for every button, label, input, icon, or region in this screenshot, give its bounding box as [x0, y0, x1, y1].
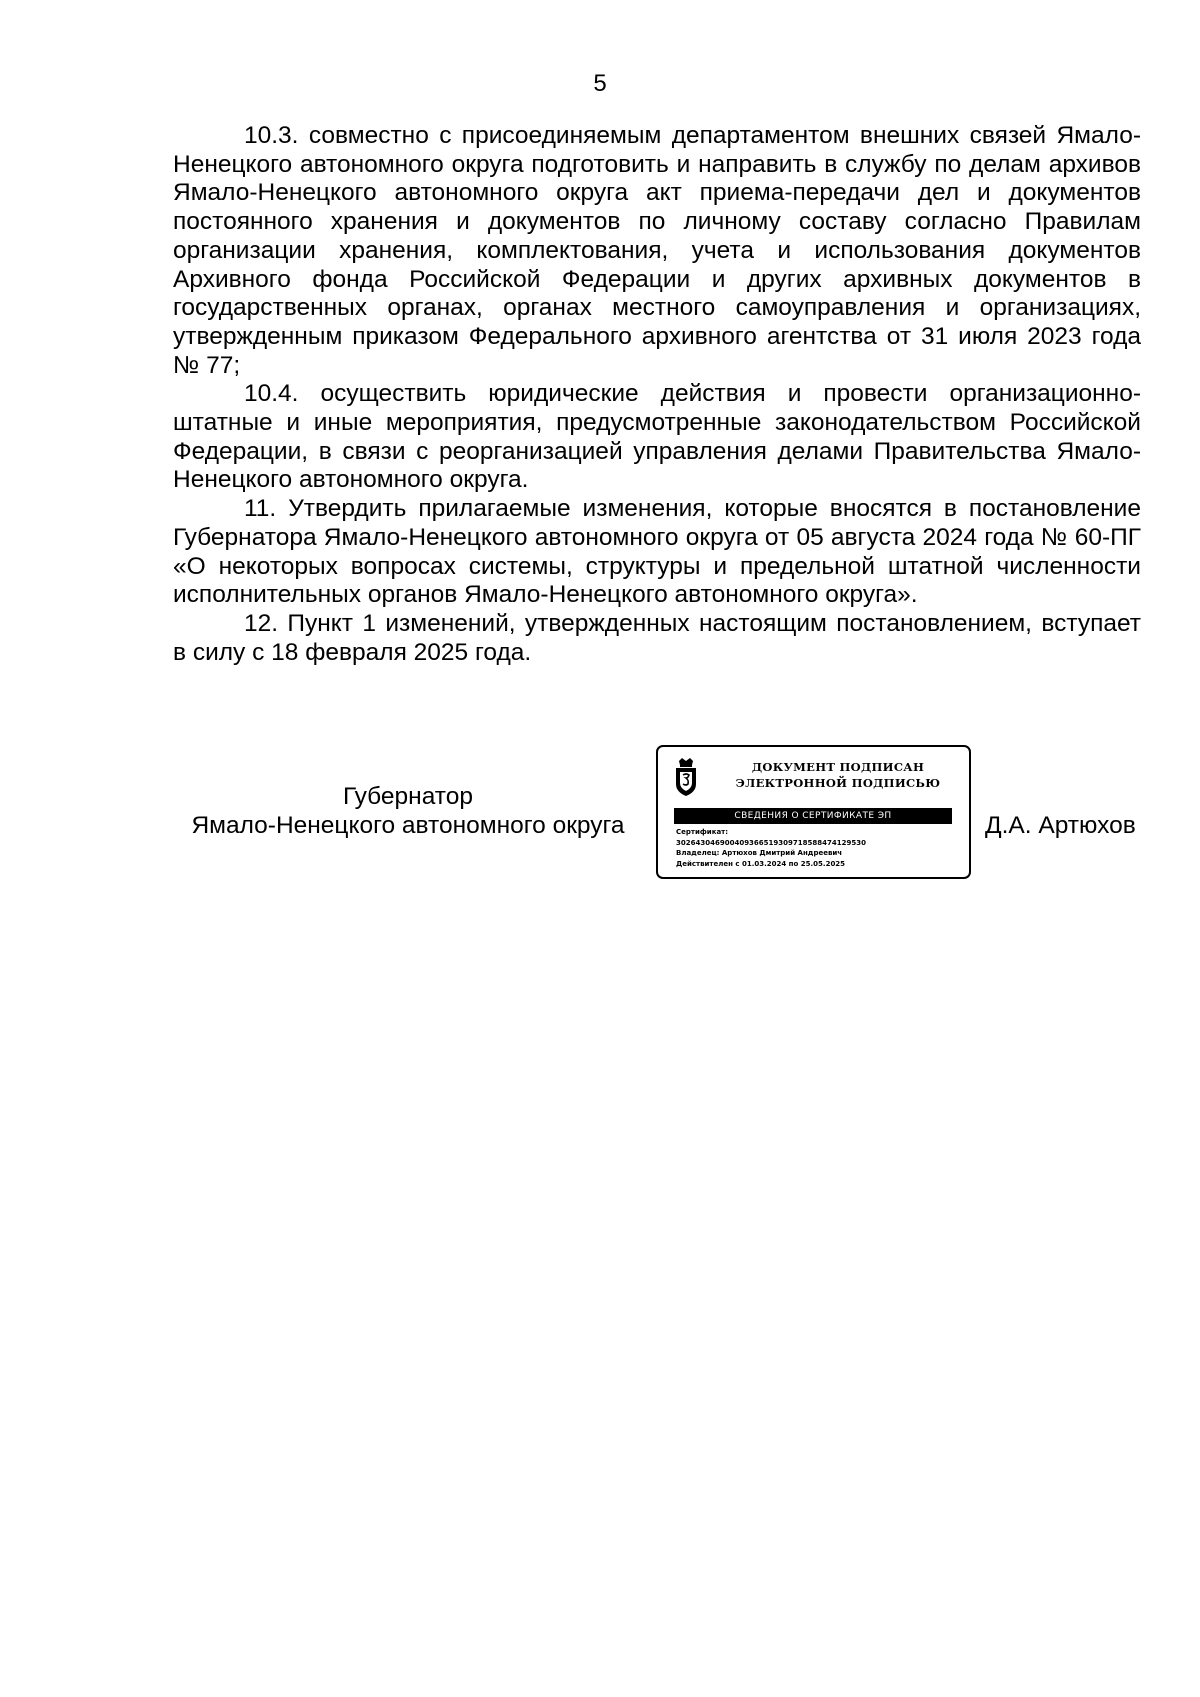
paragraph-11: 11. Утвердить прилагаемые изменения, которые вносятся в постановление Губернатора Ямало-Ненецкого автономного округа от 05 августа 2024 года № 60-ПГ «О некоторых вопросах системы, структуры и предельной штатной численности исполнительных органов Ямало-Ненецкого автономного округа». — [173, 495, 1141, 609]
stamp-title — [724, 759, 952, 791]
paragraph-10-4: 10.4. осуществить юридические действия и провести организационно-штатные и иные мероприятия, предусмотренные законодательством Российской Федерации, в связи с реорганизацией управления делами Правительства Ямало-Ненецкого автономного округа. — [173, 380, 1141, 494]
certificate-validity: Действителен с 01.03.2024 по 25.05.2025 — [676, 859, 846, 868]
stamp-title-line1: ДОКУМЕНТ ПОДПИСАН — [751, 760, 925, 774]
stamp-certificate-details — [676, 827, 956, 869]
stamp-title-line2: ЭЛЕКТРОННОЙ ПОДПИСЬЮ — [735, 776, 941, 790]
certificate-number: 302643046900409366519309718588474129530 — [676, 838, 866, 847]
coat-of-arms-icon — [673, 757, 699, 797]
page-number: 5 — [593, 70, 607, 97]
signatory-title: Губернатор — [343, 783, 473, 810]
paragraph-10-3: 10.3. совместно с присоединяемым департаментом внешних связей Ямало-Ненецкого автономного округа подготовить и направить в службу по делам архивов Ямало-Ненецкого автономного округа акт приема-передачи дел и документов постоянного хранения и документов по личному составу согласно Правилам организации хранения, комплектования, учета и использования документов Архивного фонда Российской Федерации и других архивных документов в государственных органах, органах местного самоуправления и организациях, утвержденным приказом Федерального архивного агентства от 31 июля 2023 года № 77; — [173, 122, 1141, 379]
electronic-signature-stamp — [656, 745, 971, 879]
signatory-position — [173, 783, 643, 840]
paragraph-12: 12. Пункт 1 изменений, утвержденных настоящим постановлением, вступает в силу с 18 февраля 2025 года. — [173, 609, 1141, 666]
certificate-owner: Владелец: Артюхов Дмитрий Андреевич — [676, 849, 843, 857]
document-body — [173, 122, 1141, 667]
certificate-label: Сертификат: — [676, 828, 729, 836]
stamp-certificate-bar: СВЕДЕНИЯ О СЕРТИФИКАТЕ ЭП — [674, 808, 952, 824]
signatory-name: Д.А. Артюхов — [985, 812, 1136, 839]
signatory-region: Ямало-Ненецкого автономного округа — [191, 811, 625, 839]
